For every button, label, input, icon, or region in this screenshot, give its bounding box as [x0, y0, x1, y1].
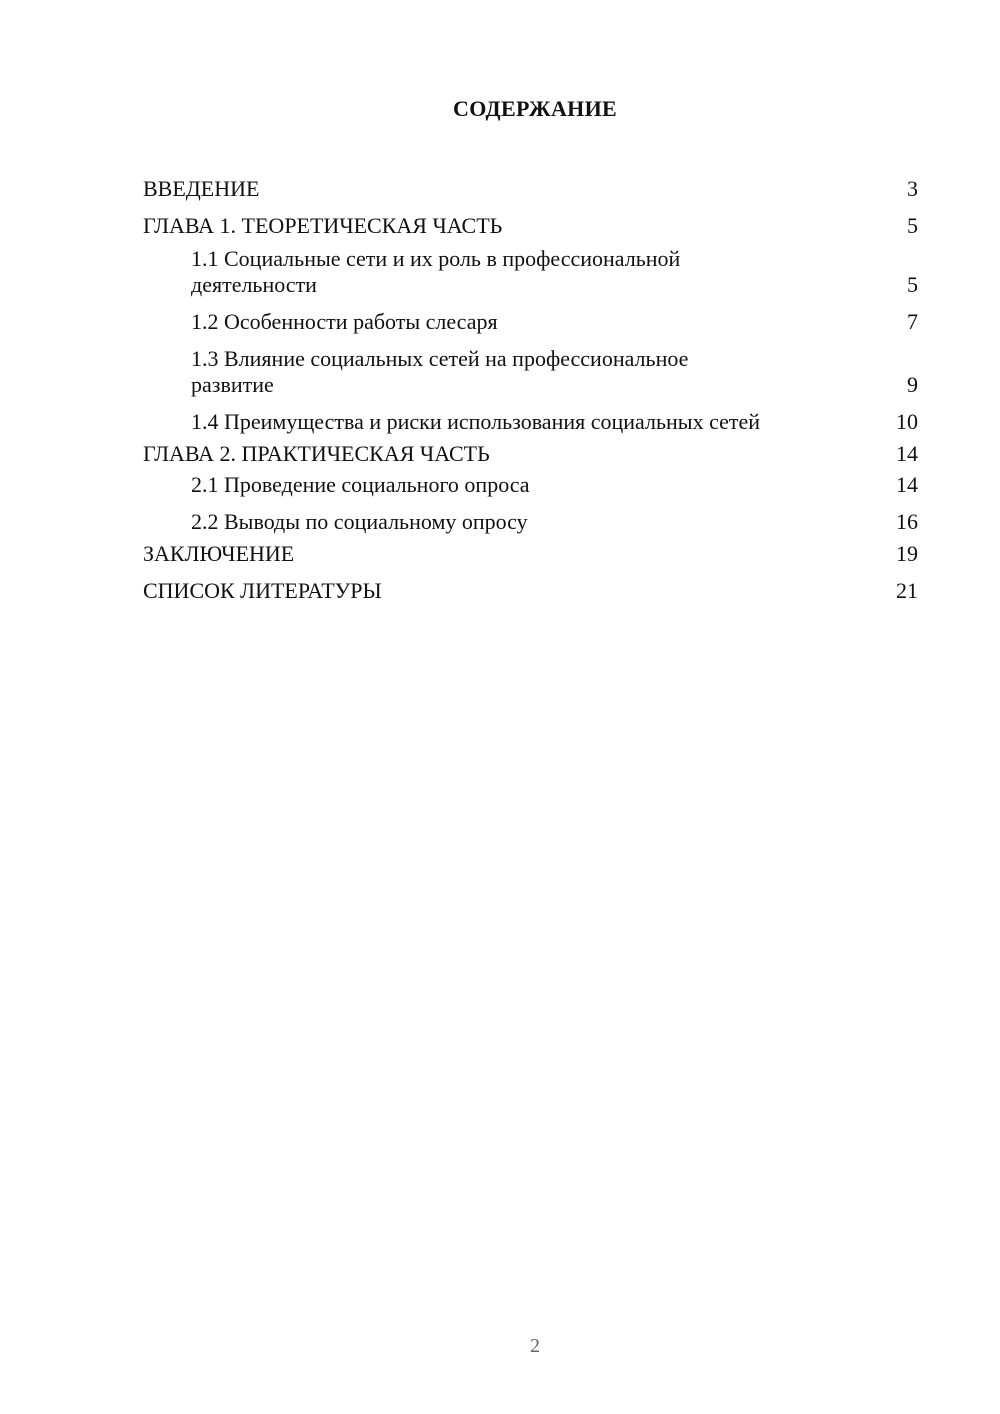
toc-entry-section-2-1[interactable]	[143, 472, 918, 498]
toc-entry-text: 1.3 Влияние социальных сетей на профессиональное развитие	[191, 346, 689, 397]
toc-entry-section-1-3[interactable]	[143, 346, 918, 398]
toc-entry-text: СПИСОК ЛИТЕРАТУРЫ	[143, 577, 382, 603]
toc-entry-page: 5	[907, 272, 918, 297]
toc-entry-introduction[interactable]	[143, 170, 918, 207]
page-number: 2	[530, 1335, 540, 1357]
toc-entry-section-1-1[interactable]	[143, 246, 918, 298]
toc-entry-text: ГЛАВА 2. ПРАКТИЧЕСКАЯ ЧАСТЬ	[143, 440, 490, 466]
toc-entry-page: 19	[896, 540, 918, 566]
toc-entry-section-2-2[interactable]	[143, 509, 918, 535]
toc-entry-text: 2.1 Проведение социального опроса	[191, 472, 530, 497]
toc-entry-page: 14	[896, 440, 918, 466]
toc-entry-page: 16	[896, 509, 918, 534]
toc-entry-conclusion[interactable]	[143, 535, 918, 572]
toc-entry-section-1-4[interactable]	[143, 409, 918, 435]
toc-entry-chapter-2[interactable]	[143, 435, 918, 472]
toc-entry-text: ГЛАВА 1. ТЕОРЕТИЧЕСКАЯ ЧАСТЬ	[143, 212, 503, 238]
toc-entry-page: 21	[896, 577, 918, 603]
toc-entry-text: ВВЕДЕНИЕ	[143, 175, 260, 201]
toc-entry-text: ЗАКЛЮЧЕНИЕ	[143, 540, 295, 566]
toc-entry-page: 9	[907, 372, 918, 397]
page-title: СОДЕРЖАНИЕ	[453, 96, 617, 121]
toc-entry-text: 1.4 Преимущества и риски использования социальных сетей	[191, 409, 761, 434]
table-of-contents	[143, 170, 918, 609]
toc-entry-text: 2.2 Выводы по социальному опросу	[191, 509, 528, 534]
toc-entry-page: 7	[907, 309, 918, 334]
toc-entry-text: 1.1 Социальные сети и их роль в профессиональной деятельности	[191, 246, 681, 297]
toc-entry-page: 10	[896, 409, 918, 434]
toc-entry-chapter-1[interactable]	[143, 207, 918, 244]
toc-entry-page: 5	[907, 212, 918, 238]
toc-entry-text: 1.2 Особенности работы слесаря	[191, 309, 498, 334]
toc-entry-page: 3	[907, 175, 918, 201]
toc-entry-section-1-2[interactable]	[143, 309, 918, 335]
toc-entry-references[interactable]	[143, 572, 918, 609]
toc-entry-page: 14	[896, 472, 918, 497]
